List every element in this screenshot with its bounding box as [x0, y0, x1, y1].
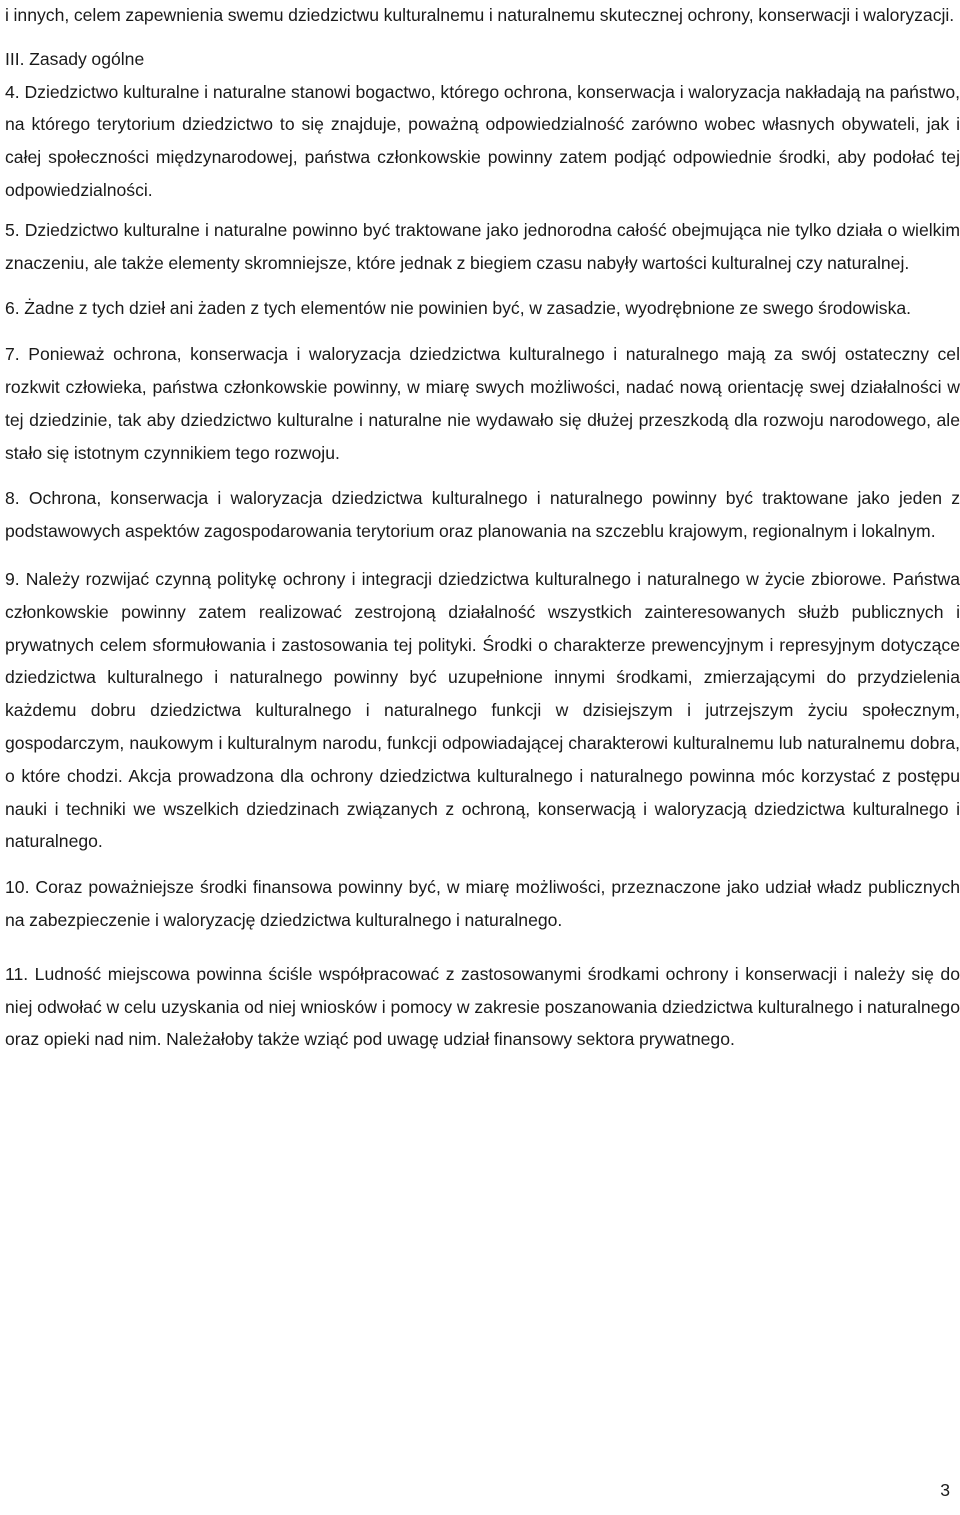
paragraph-6: 6. Żadne z tych dzieł ani żaden z tych elementów nie powinien być, w zasadzie, wyodrębnione ze swego środowiska.: [5, 298, 912, 319]
document-page: [5, 0, 960, 1515]
paragraph-intro-continuation: i innych, celem zapewnienia swemu dziedzictwu kulturalnemu i naturalnemu skutecznej ochrony, konserwacji i waloryzacji.: [5, 5, 955, 25]
paragraph-11: 11. Ludność miejscowa powinna ściśle współpracować z zastosowanymi środkami ochrony i konserwacji i należy się do niej odwołać w celu uzyskania od niej wniosków i pomocy w zakresie poszanowania dziedzictwa kulturalnego i naturalnego oraz opieki nad nim. Należałoby także wziąć pod uwagę udział finansowy sektora prywatnego.: [5, 963, 960, 1050]
paragraph-8: 8. Ochrona, konserwacja i waloryzacja dziedzictwa kulturalnego i naturalnego powinny być traktowane jako jeden z podstawowych aspektów zagospodarowania terytorium oraz planowania na szczeblu krajowym, regionalnym i lokalnym.: [5, 488, 960, 542]
paragraph-10: 10. Coraz poważniejsze środki finansowa powinny być, w miarę możliwości, przeznaczone jako udział władz publicznych na zabezpieczenie i waloryzację dziedzictwa kulturalnego i naturalnego.: [5, 877, 960, 930]
paragraph-5: 5. Dziedzictwo kulturalne i naturalne powinno być traktowane jako jednorodna całość obejmująca nie tylko działa o wielkim znaczeniu, ale także elementy skromniejsze, które jednak z biegiem czasu nabyły wartości kulturalnej czy naturalnej.: [5, 219, 960, 273]
section-heading: III. Zasady ogólne: [5, 48, 145, 69]
page-number: 3: [940, 1480, 950, 1500]
paragraph-4: 4. Dziedzictwo kulturalne i naturalne stanowi bogactwo, którego ochrona, konserwacja i waloryzacja nakładają na państwo, na którego terytorium dziedzictwo to się znajduje, poważną odpowiedzialność zarówno wobec własnych obywateli, jak i całej społeczności międzynarodowej, państwa członkowskie powinny zatem podjąć odpowiednie środki, aby podołać tej odpowiedzialności.: [5, 81, 960, 200]
paragraph-9: 9. Należy rozwijać czynną politykę ochrony i integracji dziedzictwa kulturalnego i naturalnego w życie zbiorowe. Państwa członkowskie powinny zatem realizować zestrojoną działalność wszystkich zainteresowanych służb publicznych i prywatnych celem sformułowania i zastosowania tej polityki. Środki o charakterze prewencyjnym i represyjnym dotyczące dziedzictwa kulturalnego i naturalnego powinny być uzupełnione innymi środkami, zmierzającymi do przydzielenia każdemu dobru dziedzictwa kulturalnego i naturalnego funkcji w dzisiejszym i jutrzejszym życiu społecznym, gospodarczym, naukowym i kulturalnym narodu, funkcji odpowiadającej charakterowi kulturalnemu lub naturalnemu dobra, o które chodzi. Akcja prowadzona dla ochrony dziedzictwa kulturalnego i naturalnego powinna móc korzystać z postępu nauki i techniki we wszelkich dziedzinach związanych z ochroną, konserwacją i waloryzacją dziedzictwa kulturalnego i naturalnego.: [5, 568, 960, 852]
paragraph-7: 7. Ponieważ ochrona, konserwacja i waloryzacja dziedzictwa kulturalnego i naturalnego mają za swój ostateczny cel rozkwit człowieka, państwa członkowskie powinny, w miarę swych możliwości, nadać nową orientację swej działalności w tej dziedzinie, tak aby dziedzictwo kulturalne i naturalne nie wydawało się dłużej przeszkodą dla rozwoju narodowego, ale stało się istotnym czynnikiem tego rozwoju.: [5, 344, 960, 463]
